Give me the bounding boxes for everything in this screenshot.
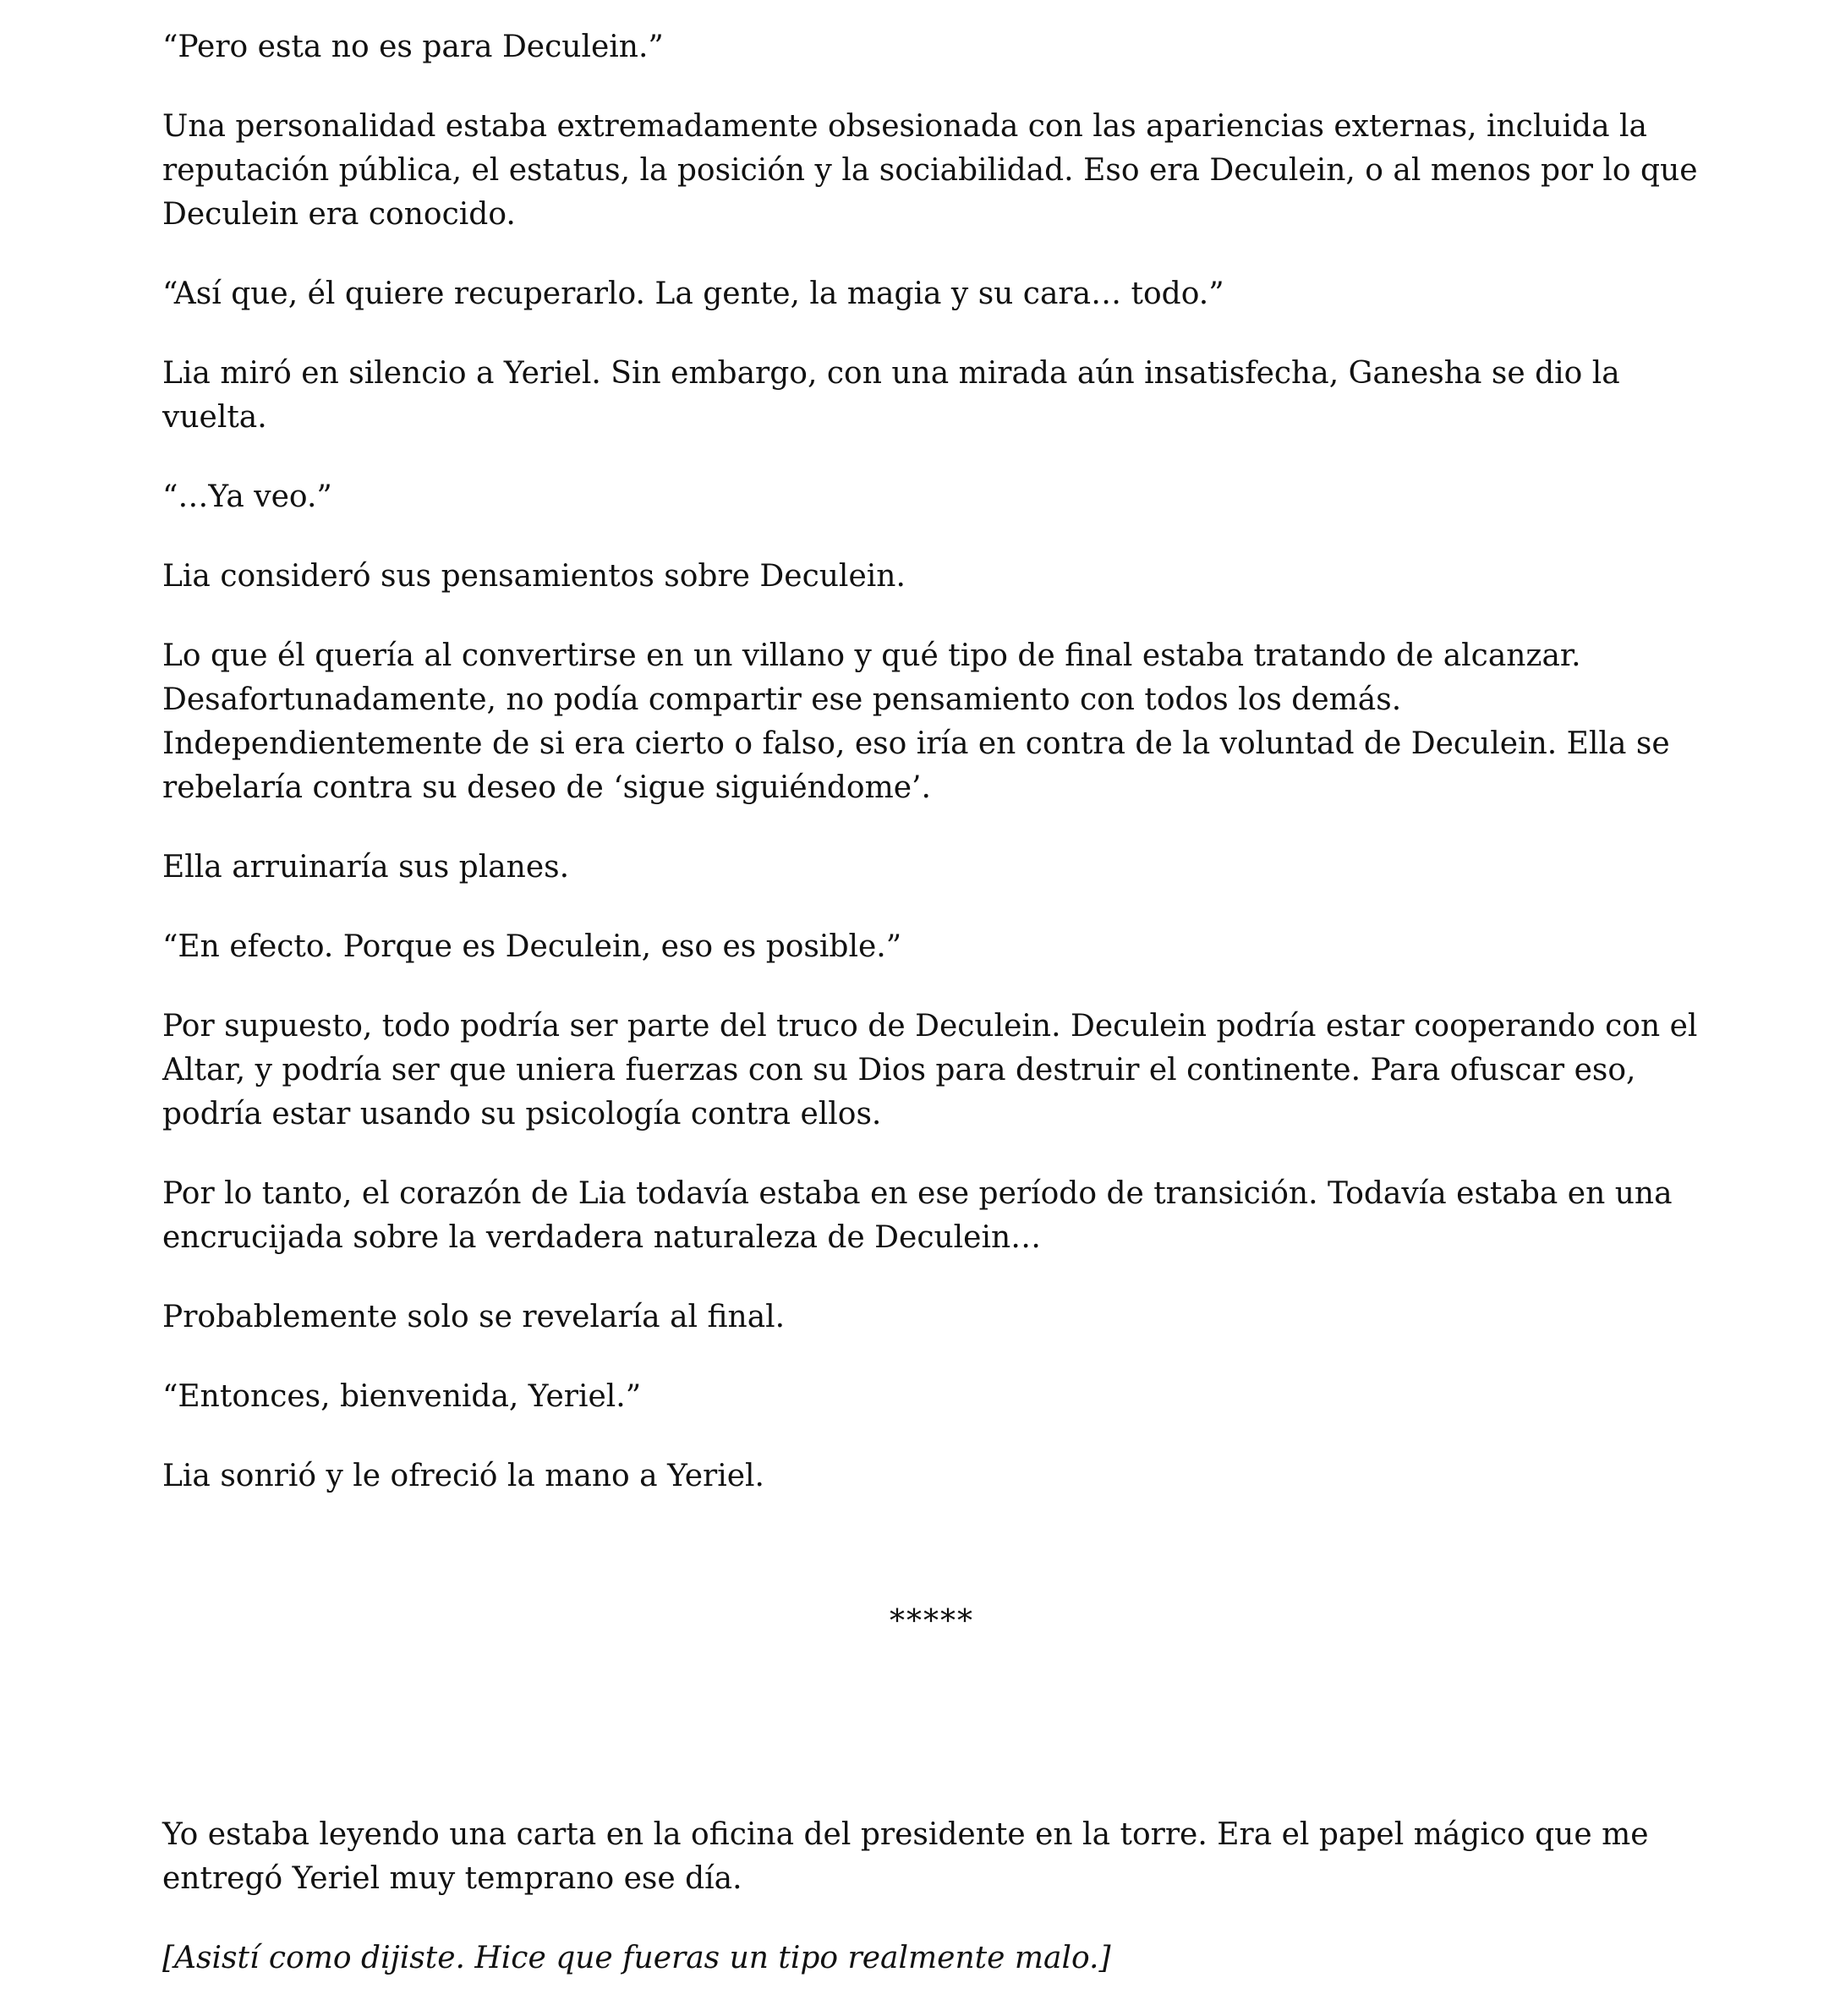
paragraph: “…Ya veo.” — [162, 479, 332, 514]
paragraph: “En efecto. Porque es Deculein, eso es posible.” — [162, 929, 902, 964]
paragraph: Lia miró en silencio a Yeriel. Sin embargo, con una mirada aún insatisfecha, Ganesha se dio la vuelta. — [162, 356, 1620, 435]
paragraph: Lo que él quería al convertirse en un villano y qué tipo de final estaba tratando de alcanzar. Desafortunadamente, no podía compartir ese pensamiento con todos los demás. Independientemente de si era cierto o falso, eso iría en contra de la voluntad de Deculein. Ella se rebelaría contra su deseo de ‘sigue siguiéndome’. — [162, 638, 1670, 805]
paragraph: Una personalidad estaba extremadamente obsesionada con las apariencias externas, incluida la reputación pública, el estatus, la posición y la sociabilidad. Eso era Deculein, o al menos por lo que Deculein era conocido. — [162, 109, 1698, 232]
paragraph: Yo estaba leyendo una carta en la oficina del presidente en la torre. Era el papel mágico que me entregó Yeriel muy temprano ese día. — [162, 1817, 1649, 1896]
paragraph: Ella arruinaría sus planes. — [162, 850, 570, 885]
paragraph: Lia sonrió y le ofreció la mano a Yeriel. — [162, 1459, 765, 1493]
paragraph: Por lo tanto, el corazón de Lia todavía estaba en ese período de transición. Todavía estaba en una encrucijada sobre la verdadera naturaleza de Deculein… — [162, 1176, 1673, 1255]
paragraph: “Pero esta no es para Deculein.” — [162, 30, 664, 64]
paragraph: “Así que, él quiere recuperarlo. La gente, la magia y su cara… todo.” — [162, 277, 1224, 311]
paragraph: “Entonces, bienvenida, Yeriel.” — [162, 1379, 642, 1414]
document-page — [162, 25, 1701, 2016]
paragraph: Probablemente solo se revelaría al final. — [162, 1300, 786, 1334]
italic-quote: [Asistí como dijiste. Hice que fueras un tipo realmente malo.] — [162, 1941, 1111, 1975]
paragraph: Lia consideró sus pensamientos sobre Deculein. — [162, 559, 906, 594]
paragraph: Por supuesto, todo podría ser parte del truco de Deculein. Deculein podría estar cooperando con el Altar, y podría ser que uniera fuerzas con su Dios para destruir el continente. Para ofuscar eso, podría estar usando su psicología contra ellos. — [162, 1009, 1698, 1131]
section-separator: ***** — [890, 1604, 974, 1639]
